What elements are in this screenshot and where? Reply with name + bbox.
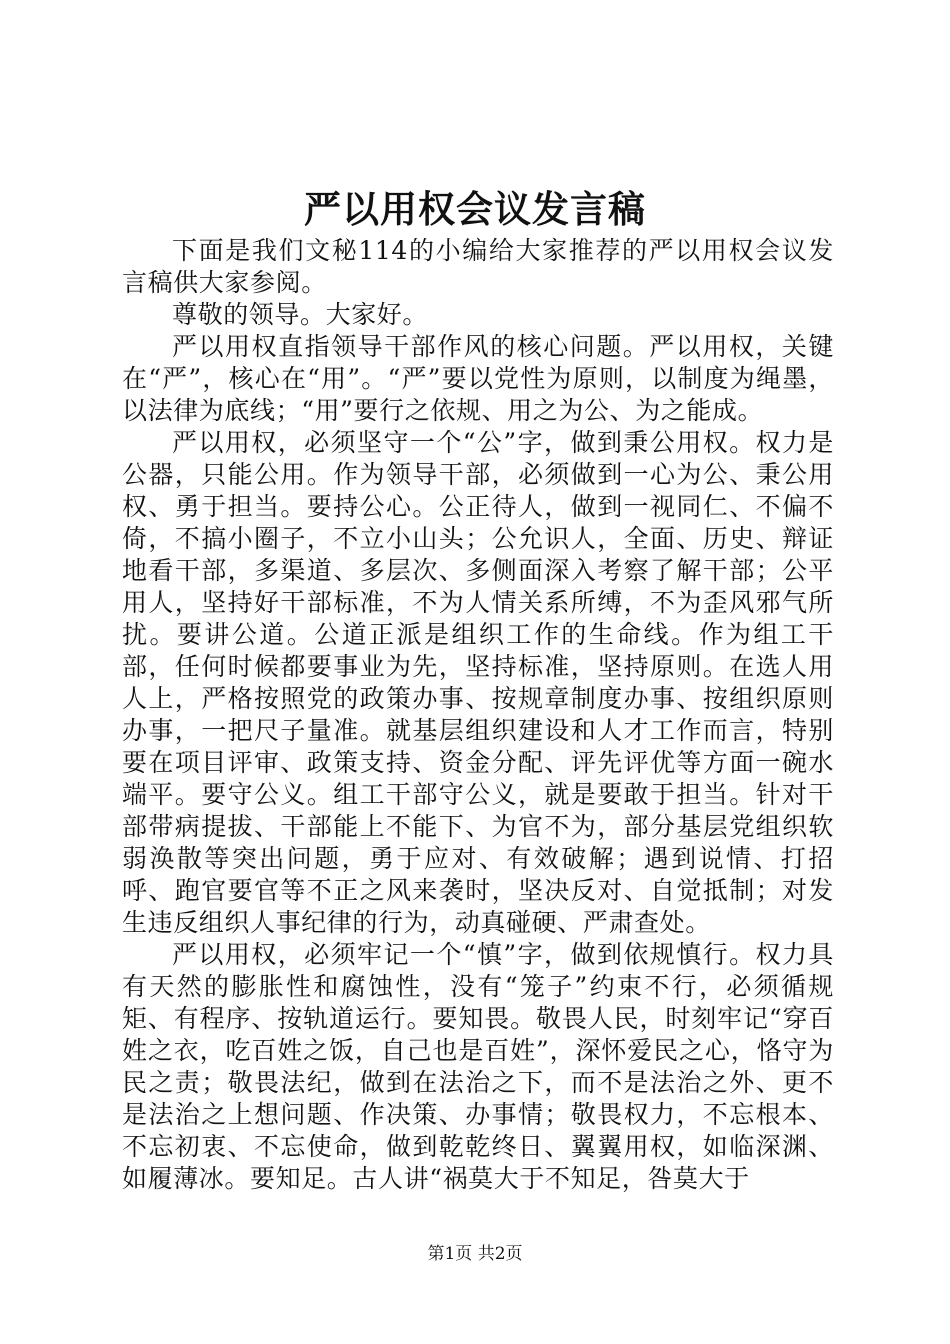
paragraph-intro: 下面是我们文秘114的小编给大家推荐的严以用权会议发言稿供大家参阅。 [122, 236, 834, 297]
document-title: 严以用权会议发言稿 [304, 187, 646, 231]
paragraph-overview: 严以用权直指领导干部作风的核心问题。严以用权，关键在“严”，核心在“用”。“严”要以党性为原则，以制度为绳墨，以法律为底线；“用”要行之依规、用之为公、为之能成。 [122, 332, 834, 425]
paragraph-gong: 严以用权，必须坚守一个“公”字，做到秉公用权。权力是公器，只能公用。作为领导干部，必须做到一心为公、秉公用权、勇于担当。要持公心。公正待人，做到一视同仁、不偏不倚，不搞小圈子，不立小山头；公允识人，全面、历史、辩证地看干部，多渠道、多层次、多侧面深入考察了解干部；公平用人，坚持好干部标准，不为人情关系所缚，不为歪风邪气所扰。要讲公道。公道正派是组织工作的生命线。作为组工干部，任何时候都要事业为先，坚持标准，坚持原则。在选人用人上，严格按照党的政策办事、按规章制度办事、按组织原则办事，一把尺子量准。就基层组织建设和人才工作而言，特别要在项目评审、政策支持、资金分配、评先评优等方面一碗水端平。要守公义。组工干部守公义，就是要敢于担当。针对干部带病提拔、干部能上不能下、为官不为，部分基层党组织软弱涣散等突出问题，勇于应对、有效破解；遇到说情、打招呼、跑官要官等不正之风来袭时，坚决反对、自觉抵制；对发生违反组织人事纪律的行为，动真碰硬、严肃查处。 [122, 428, 834, 937]
page-footer: 第1页 共2页 [427, 1244, 523, 1264]
paragraph-shen: 严以用权，必须牢记一个“慎”字，做到依规慎行。权力具有天然的膨胀性和腐蚀性，没有“笼子”约束不行，必须循规矩、有程序、按轨道运行。要知畏。敬畏人民，时刻牢记“穿百姓之衣，吃百姓之饭，自己也是百姓”，深怀爱民之心，恪守为民之责；敬畏法纪，做到在法治之下，而不是法治之外、更不是法治之上想问题、作决策、办事情；敬畏权力，不忘根本、不忘初衷、不忘使命，做到乾乾终日、翼翼用权，如临深渊、如履薄冰。要知足。古人讲“祸莫大于不知足，咎莫大于 [122, 940, 834, 1193]
paragraph-greeting: 尊敬的领导。大家好。 [172, 300, 429, 329]
document-body [122, 235, 834, 1195]
